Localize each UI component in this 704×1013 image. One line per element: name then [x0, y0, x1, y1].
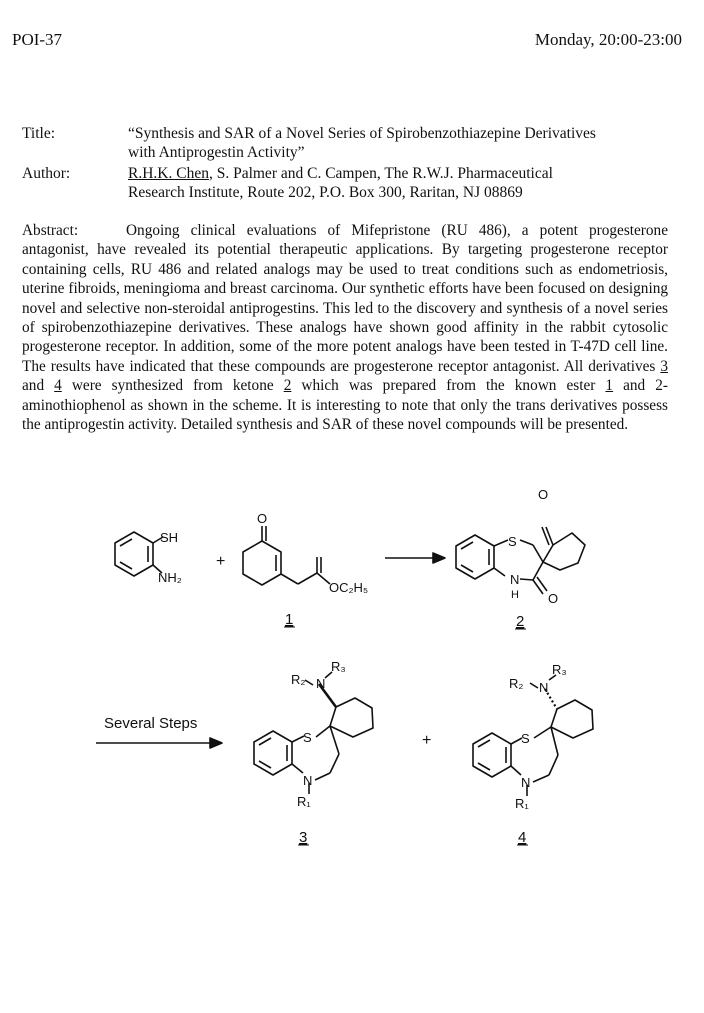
r2-label-3: R₂ — [291, 672, 306, 687]
session-time: Monday, 20:00-23:00 — [534, 30, 682, 49]
ester-1-structure — [243, 526, 330, 585]
r1-label-4: R₁ — [515, 796, 529, 811]
presenting-author: R.H.K. Chen — [128, 165, 209, 182]
title-line-2: with Antiprogestin Activity” — [128, 144, 305, 161]
compound-4-structure — [473, 675, 593, 796]
sh-label: SH — [160, 530, 179, 545]
r3-label-3: R₃ — [331, 659, 346, 674]
ref-compound-3: 3 — [660, 357, 668, 375]
oxygen-label-ketone: O — [538, 487, 549, 502]
compound-4-number: 4 — [518, 829, 527, 846]
author-line-1 — [128, 164, 688, 183]
abstract-label: Abstract: — [22, 222, 79, 239]
several-steps-label: Several Steps — [104, 715, 198, 732]
abstract-part-3: were synthesized from ketone — [61, 377, 284, 395]
title-label: Title: — [22, 125, 56, 142]
hydrogen-label-2: H — [511, 589, 519, 601]
nitrogen-label-2: N — [510, 572, 520, 587]
plus-sign-2: + — [422, 732, 432, 749]
compound-1-number: 1 — [285, 611, 294, 628]
r2-label-4: R₂ — [509, 676, 524, 691]
abstract-part-4: which was prepared from the known ester — [291, 377, 606, 395]
co-authors: , S. Palmer and C. Campen, The R.W.J. Pharmaceutical — [208, 165, 553, 182]
oc2h5-label: OC₂H₅ — [329, 580, 369, 595]
arrow-head — [433, 553, 445, 563]
aminothiophenol-structure — [115, 532, 163, 576]
abstract-text — [22, 221, 668, 434]
sulfur-label-4: S — [521, 731, 530, 746]
synthesis-scheme — [0, 480, 704, 860]
page-code: POI-37 — [12, 30, 63, 49]
r1-label-3: R₁ — [297, 794, 311, 809]
nitrogen-label-3b: N — [303, 773, 313, 788]
nitrogen-label-4a: N — [539, 680, 549, 695]
nitrogen-label-4b: N — [521, 775, 531, 790]
abstract-part-1: Ongoing clinical evaluations of Mifepristone (RU 486), a potent progesterone antagonist, have revealed its potential therapeutic applications. By targeting progesterone receptor containing cells, RU 486 and related analogs may be used to treat conditions such as endometriosis, uterine fibroids, meningioma and breast carcinoma. Our synthetic efforts have been focused on designing novel and selective non-steroidal antiprogestins. This led to the discovery and synthesis of a novel series of spirobenzothiazepine derivatives. These analogs have shown good affinity in the rabbit cytosolic progesterone receptor. In addition, some of the more potent analogs have been tested in T-47D cell line. The results have indicated that these compounds are progesterone receptor antagonist. All derivatives — [22, 222, 668, 375]
author-line-2: Research Institute, Route 202, P.O. Box 300, Raritan, NJ 08869 — [128, 184, 523, 201]
oxygen-label-ester: O — [257, 511, 268, 526]
nitrogen-label-3a: N — [316, 676, 326, 691]
ref-compound-4: 4 — [54, 377, 62, 395]
sulfur-label-2: S — [508, 534, 517, 549]
r3-label-4: R₃ — [552, 662, 567, 677]
abstract-part-5: and 2-aminothiophenol as shown in the scheme. It is interesting to note that only the trans derivatives possess the antiprogestin activity. Detailed synthesis and SAR of these novel compounds will be presented. — [22, 377, 669, 434]
compound-3-structure — [254, 672, 373, 794]
ketone-2-structure — [456, 527, 585, 594]
nh2-label: NH₂ — [158, 570, 182, 585]
sulfur-label-3: S — [303, 730, 312, 745]
ref-compound-1: 1 — [605, 377, 614, 395]
oxygen-label-lactam: O — [548, 591, 559, 606]
compound-2-number: 2 — [516, 613, 525, 630]
compound-3-number: 3 — [299, 829, 308, 846]
ref-compound-2: 2 — [283, 377, 292, 395]
arrow-head-2 — [210, 738, 222, 748]
abstract-part-2: and — [22, 377, 55, 395]
title-line-1: “Synthesis and SAR of a Novel Series of Spirobenzothiazepine Derivatives — [128, 125, 596, 142]
plus-sign-1: + — [216, 553, 226, 570]
author-label: Author: — [22, 165, 71, 182]
